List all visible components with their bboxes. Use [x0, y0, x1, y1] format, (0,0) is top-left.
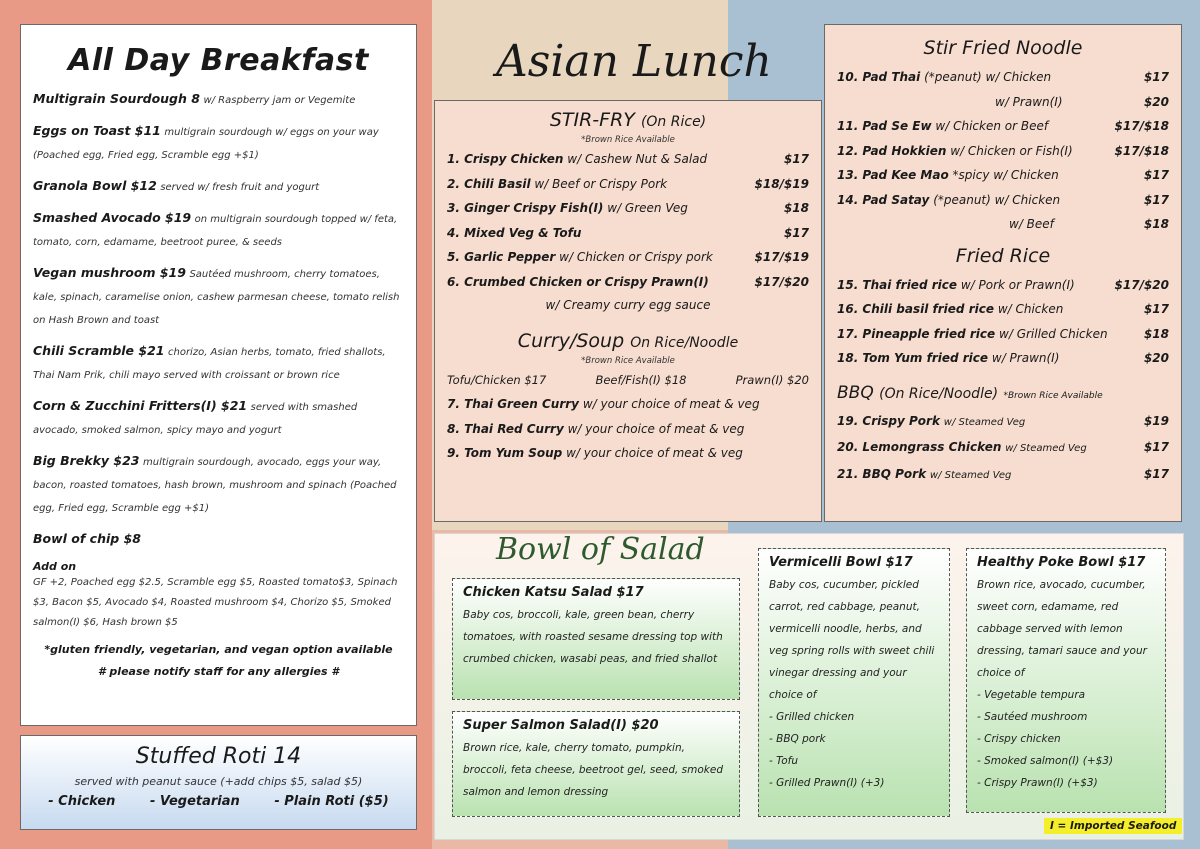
item-desc: w/ Raspberry jam or Vegemite — [203, 95, 356, 106]
item-name: 11. Pad Se Ew — [837, 119, 932, 133]
item-desc: w/ your choice of meat & veg — [582, 397, 760, 411]
curry-price: Beef/Fish(I) $18 — [595, 373, 687, 387]
item-desc: w/ Beef — [1009, 217, 1054, 231]
item-price: $18 — [1143, 217, 1169, 231]
breakfast-item — [33, 450, 404, 520]
salad-option: - Crispy Prawn(I) (+$3) — [977, 777, 1098, 789]
menu-row — [837, 435, 1169, 462]
item-desc: Sautéed mushroom, cherry tomatoes, kale, spinach, caramelise onion, cashew parmesan cheese, tomato relish on Hash Brown and toast — [33, 269, 400, 326]
menu-row — [837, 163, 1169, 188]
menu-row — [837, 65, 1169, 90]
asian-lunch-title: Asian Lunch — [496, 36, 772, 87]
bbq-subtitle: (On Rice/Noodle) — [879, 385, 999, 402]
menu-row — [837, 322, 1169, 347]
salad-desc: Brown rice, avocado, cucumber, sweet corn, edamame, red cabbage served with lemon dressing, tamari sauce and your choice of — [977, 579, 1147, 679]
salad-card-salmon — [452, 711, 740, 817]
menu-row — [837, 346, 1169, 371]
allergy-note: # please notify staff for any allergies # — [97, 665, 340, 678]
salad-option: - Vegetable tempura — [977, 689, 1086, 701]
dietary-note: *gluten friendly, vegetarian, and vegan option available — [44, 643, 393, 656]
menu-row — [447, 221, 809, 246]
item-name: 9. Tom Yum Soup — [447, 446, 563, 460]
menu-row — [447, 392, 809, 417]
item-desc: w/ your choice of meat & veg — [567, 421, 745, 436]
bbq-heading — [837, 383, 1169, 403]
brown-rice-note: *Brown Rice Available — [581, 356, 675, 366]
breakfast-item — [33, 395, 404, 442]
salad-desc: Baby cos, broccoli, kale, green bean, cherry tomatoes, with roasted sesame dressing top with crumbed chicken, wasabi peas, and fried shallot — [463, 609, 723, 665]
noodle-rice-bbq-panel — [824, 24, 1182, 522]
salad-option: - Tofu — [769, 755, 799, 767]
menu-row — [837, 139, 1169, 164]
item-name: Multigrain Sourdough 8 — [33, 91, 200, 106]
item-price: $18 — [1143, 326, 1169, 341]
menu-row — [837, 188, 1169, 213]
item-name: 7. Thai Green Curry — [447, 397, 579, 411]
item-name: 1. Crispy Chicken — [447, 152, 564, 166]
item-price: $17/$18 — [1114, 119, 1169, 133]
item-name: 12. Pad Hokkien — [837, 143, 947, 158]
item-price: $17 — [1143, 168, 1169, 182]
stirfry-extra-line: w/ Creamy curry egg sauce — [545, 298, 711, 312]
item-desc: w/ Cashew Nut & Salad — [567, 152, 708, 166]
item-desc: multigrain sourdough, avocado, eggs your way, bacon, roasted tomatoes, hash brown, mushroom and spinach (Poached egg, Fried egg, Scramble egg +$1) — [33, 457, 397, 514]
item-name: 10. Pad Thai — [837, 70, 921, 84]
roti-options — [31, 794, 406, 809]
breakfast-items — [33, 88, 404, 552]
item-price: $20 — [1143, 351, 1169, 365]
item-desc: w/ Pork or Prawn(I) — [960, 277, 1075, 292]
curry-price: Tofu/Chicken $17 — [447, 373, 547, 387]
stirfry-curry-panel — [434, 100, 822, 522]
item-desc: (*peanut) w/ Chicken — [933, 192, 1061, 207]
salad-title: Bowl of Salad — [496, 532, 705, 567]
salad-name: Vermicelli Bowl $17 — [769, 555, 913, 570]
item-price: $17 — [1143, 466, 1169, 481]
brown-rice-note: *Brown Rice Available — [581, 135, 675, 145]
curry-subtitle: On Rice/Noodle — [630, 335, 739, 351]
menu-row — [447, 245, 809, 270]
item-desc: w/ Prawn(I) — [995, 94, 1063, 109]
salad-option: - Grilled Prawn(I) (+3) — [769, 777, 885, 789]
item-name: 15. Thai fried rice — [837, 277, 957, 292]
menu-row — [837, 409, 1169, 436]
item-name: 17. Pineapple fried rice — [837, 326, 996, 341]
breakfast-item — [33, 88, 404, 112]
item-name: 16. Chili basil fried rice — [837, 302, 994, 316]
item-desc: w/ Green Veg — [607, 201, 688, 215]
menu-row — [447, 441, 809, 466]
item-desc: w/ Chicken or Crispy pork — [559, 250, 713, 264]
curry-title: Curry/Soup — [517, 330, 625, 352]
menu-row — [837, 212, 1169, 237]
item-name: 19. Crispy Pork — [837, 413, 940, 428]
item-name: 2. Chili Basil — [447, 176, 531, 191]
item-desc: w/ Beef or Crispy Pork — [534, 176, 668, 191]
item-price: $17 — [783, 152, 809, 166]
item-price: $17 — [1143, 70, 1169, 84]
item-name: 18. Tom Yum fried rice — [837, 351, 989, 365]
roti-option: - Plain Roti ($5) — [274, 794, 389, 809]
menu-row — [837, 114, 1169, 139]
menu-row — [447, 147, 809, 172]
menu-row — [447, 417, 809, 442]
item-desc: served with smashed avocado, smoked salmon, spicy mayo and yogurt — [33, 402, 358, 436]
item-name: Eggs on Toast $11 — [33, 123, 161, 138]
breakfast-title: All Day Breakfast — [68, 43, 369, 78]
item-name: Chili Scramble $21 — [33, 343, 165, 358]
salad-option: - Crispy chicken — [977, 733, 1061, 745]
breakfast-item — [33, 340, 404, 387]
item-desc: w/ Grilled Chicken — [999, 326, 1108, 341]
roti-subtitle: served with peanut sauce (+add chips $5, salad $5) — [74, 775, 363, 788]
salad-card-poke — [966, 548, 1166, 813]
item-price: $17 — [1143, 302, 1169, 316]
item-price: $17 — [1143, 192, 1169, 207]
item-desc: served w/ fresh fruit and yogurt — [160, 182, 320, 193]
salad-name: Chicken Katsu Salad $17 — [463, 585, 644, 600]
item-desc: *spicy w/ Chicken — [952, 168, 1059, 182]
menu-row — [447, 172, 809, 197]
item-desc: w/ Chicken — [997, 302, 1064, 316]
item-name: Big Brekky $23 — [33, 453, 140, 468]
curry-heading — [447, 330, 809, 352]
item-desc: w/ Prawn(I) — [991, 351, 1060, 365]
breakfast-item — [33, 262, 404, 332]
breakfast-panel — [20, 24, 417, 726]
seafood-legend: I = Imported Seafood — [1044, 818, 1182, 834]
item-desc: w/ your choice of meat & veg — [566, 446, 743, 460]
item-name: 14. Pad Satay — [837, 192, 930, 207]
breakfast-item — [33, 175, 404, 199]
stirfry-subtitle: (On Rice) — [640, 114, 707, 130]
item-price: $17/$20 — [1114, 277, 1169, 292]
item-desc: w/ Chicken or Beef — [935, 119, 1049, 133]
item-desc: multigrain sourdough w/ eggs on your way (Poached egg, Fried egg, Scramble egg +$1) — [33, 127, 379, 161]
stirfry-heading — [447, 109, 809, 131]
roti-title: Stuffed Roti 14 — [135, 744, 302, 769]
item-desc: w/ Steamed Veg — [943, 416, 1026, 428]
breakfast-item — [33, 207, 404, 254]
salad-option: - BBQ pork — [769, 733, 826, 745]
item-price: $17/$20 — [754, 274, 809, 289]
item-price: $17 — [783, 225, 809, 240]
item-name: Granola Bowl $12 — [33, 178, 157, 193]
addon-text: GF +2, Poached egg $2.5, Scramble egg $5, Roasted tomato$3, Spinach $3, Bacon $5, Avocado $4, Roasted mushroom $4, Chorizo $5, Smoked salmon(I) $6, Hash brown $5 — [33, 577, 398, 628]
breakfast-item — [33, 528, 404, 552]
item-price: $18 — [783, 201, 809, 215]
item-price: $19 — [1143, 413, 1169, 428]
stirfry-title: STIR-FRY — [549, 109, 635, 131]
item-name: Smashed Avocado $19 — [33, 210, 192, 225]
item-name: 6. Crumbed Chicken or Crispy Prawn(I) — [447, 274, 709, 289]
noodle-title: Stir Fried Noodle — [923, 37, 1083, 59]
salad-desc: Baby cos, cucumber, pickled carrot, red cabbage, peanut, vermicelli noodle, herbs, and veg spring rolls with sweet chili vinegar dressing and your choice of — [769, 579, 935, 701]
item-desc: w/ Steamed Veg — [1005, 443, 1087, 454]
item-name: Bowl of chip $8 — [33, 531, 141, 546]
item-desc: on multigrain sourdough topped w/ feta, tomato, corn, edamame, beetroot puree, & seeds — [33, 214, 398, 248]
item-name: 5. Garlic Pepper — [447, 250, 556, 264]
item-price: $20 — [1143, 94, 1169, 109]
salad-name: Super Salmon Salad(I) $20 — [463, 718, 659, 733]
salad-desc: Brown rice, kale, cherry tomato, pumpkin, broccoli, feta cheese, beetroot gel, seed, smoked salmon and lemon dressing — [463, 742, 723, 798]
roti-option: - Vegetarian — [149, 794, 240, 809]
menu-row — [837, 462, 1169, 489]
menu-row — [447, 196, 809, 221]
menu-row — [837, 273, 1169, 298]
menu-row — [837, 297, 1169, 322]
item-name: Vegan mushroom $19 — [33, 265, 186, 280]
item-desc: w/ Chicken or Fish(I) — [950, 143, 1073, 158]
breakfast-item — [33, 120, 404, 167]
salad-card-katsu — [452, 578, 740, 700]
menu-row — [837, 90, 1169, 115]
salad-option: - Grilled chicken — [769, 711, 855, 723]
item-name: 13. Pad Kee Mao — [837, 168, 949, 182]
item-desc: chorizo, Asian herbs, tomato, fried shallots, Thai Nam Prik, chili mayo served with croissant or brown rice — [33, 347, 386, 381]
roti-option: - Chicken — [48, 794, 116, 809]
item-name: Corn & Zucchini Fritters(I) $21 — [33, 398, 248, 413]
curry-prices — [447, 368, 809, 392]
item-desc: (*peanut) w/ Chicken — [924, 70, 1052, 84]
roti-panel — [20, 735, 417, 830]
item-name: 20. Lemongrass Chicken — [837, 440, 1002, 454]
salad-name: Healthy Poke Bowl $17 — [977, 555, 1146, 570]
salad-option: - Sautéed mushroom — [977, 711, 1088, 723]
item-price: $18/$19 — [754, 176, 809, 191]
item-price: $17 — [1143, 440, 1169, 454]
item-name: 4. Mixed Veg & Tofu — [447, 225, 582, 240]
curry-price: Prawn(I) $20 — [735, 373, 809, 387]
salad-option: - Smoked salmon(I) (+$3) — [977, 755, 1114, 767]
brown-rice-note: *Brown Rice Available — [1003, 390, 1103, 401]
fried-rice-title: Fried Rice — [955, 244, 1051, 267]
salad-card-vermicelli — [758, 548, 950, 817]
item-name: 3. Ginger Crispy Fish(I) — [447, 201, 604, 215]
item-desc: w/ Steamed Veg — [929, 469, 1012, 481]
item-name: 21. BBQ Pork — [837, 466, 927, 481]
item-price: $17/$18 — [1114, 143, 1169, 158]
item-price: $17/$19 — [754, 250, 809, 264]
item-name: 8. Thai Red Curry — [447, 421, 564, 436]
bbq-title: BBQ — [837, 382, 874, 403]
menu-row — [447, 270, 809, 295]
addon-title: Add on — [33, 560, 77, 573]
